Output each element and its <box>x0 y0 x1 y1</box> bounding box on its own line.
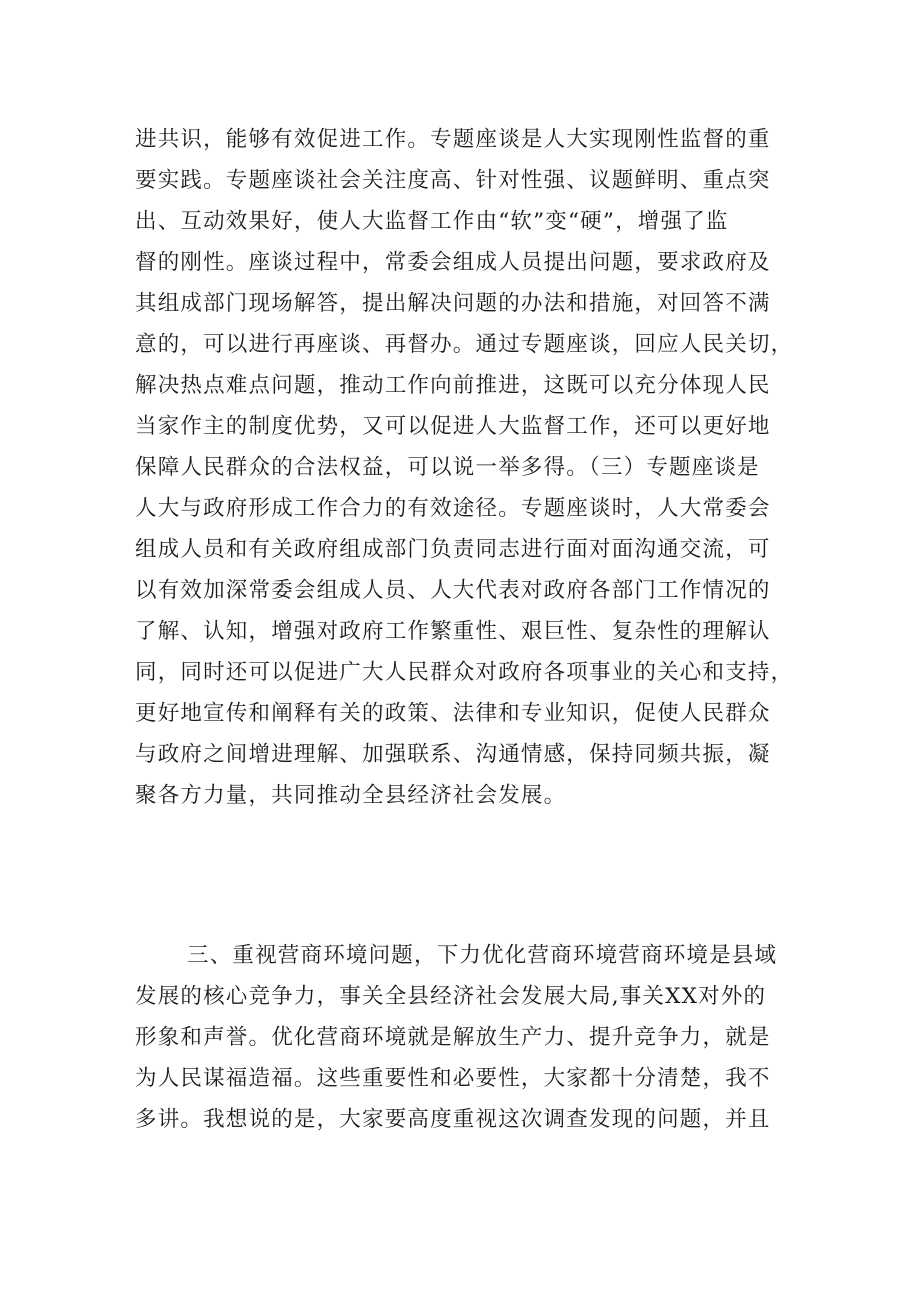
text-line: 聚各方力量，共同推动全县经济社会发展。 <box>135 783 567 808</box>
text-line: 意的，可以进行再座谈、再督办。通过专题座谈，回应人民关切， <box>135 332 794 357</box>
text-line: 人大与政府形成工作合力的有效途径。专题座谈时，人大常委会 <box>135 496 771 521</box>
text-line: 出、互动效果好，使人大监督工作由“软”变“硬”，增强了监 <box>135 209 729 234</box>
text-line: 要实践。专题座谈社会关注度高、针对性强、议题鲜明、重点突 <box>135 168 771 193</box>
text-line: 其组成部门现场解答，提出解决问题的办法和措施，对回答不满 <box>135 291 771 316</box>
text-line: 形象和声誉。优化营商环境就是解放生产力、提升竞争力，就是 <box>135 1025 771 1050</box>
text-line: 当家作主的制度优势，又可以促进人大监督工作，还可以更好地 <box>135 414 771 439</box>
text-line: 组成人员和有关政府组成部门负责同志进行面对面沟通交流，可 <box>135 537 771 562</box>
text-line: 督的刚性。座谈过程中，常委会组成人员提出问题，要求政府及 <box>135 250 771 275</box>
text-line: 为人民谋福造福。这些重要性和必要性，大家都十分清楚，我不 <box>135 1066 771 1091</box>
text-line: 以有效加深常委会组成人员、人大代表对政府各部门工作情况的 <box>135 578 771 603</box>
text-line: 保障人民群众的合法权益，可以说一举多得。（三）专题座谈是 <box>135 455 760 480</box>
text-line: 解决热点难点问题，推动工作向前推进，这既可以充分体现人民 <box>135 373 771 398</box>
text-line: 了解、认知，增强对政府工作繁重性、艰巨性、复杂性的理解认 <box>135 619 771 644</box>
text-line: 多讲。我想说的是，大家要高度重视这次调查发现的问题，并且 <box>135 1107 771 1132</box>
text-line: 进共识，能够有效促进工作。专题座谈是人大实现刚性监督的重 <box>135 127 771 152</box>
text-line: 发展的核心竞争力，事关全县经济社会发展大局,事关XX对外的 <box>135 984 767 1009</box>
text-line: 更好地宣传和阐释有关的政策、法律和专业知识，促使人民群众 <box>135 701 771 726</box>
paragraph-1 <box>135 119 795 816</box>
paragraph-2 <box>135 935 795 1140</box>
text-line: 与政府之间增进理解、加强联系、沟通情感，保持同频共振，凝 <box>135 742 771 767</box>
section-heading-line: 三、重视营商环境问题，下力优化营商环境营商环境是县域 <box>187 943 778 968</box>
text-line: 同，同时还可以促进广大人民群众对政府各项事业的关心和支持， <box>135 660 794 685</box>
